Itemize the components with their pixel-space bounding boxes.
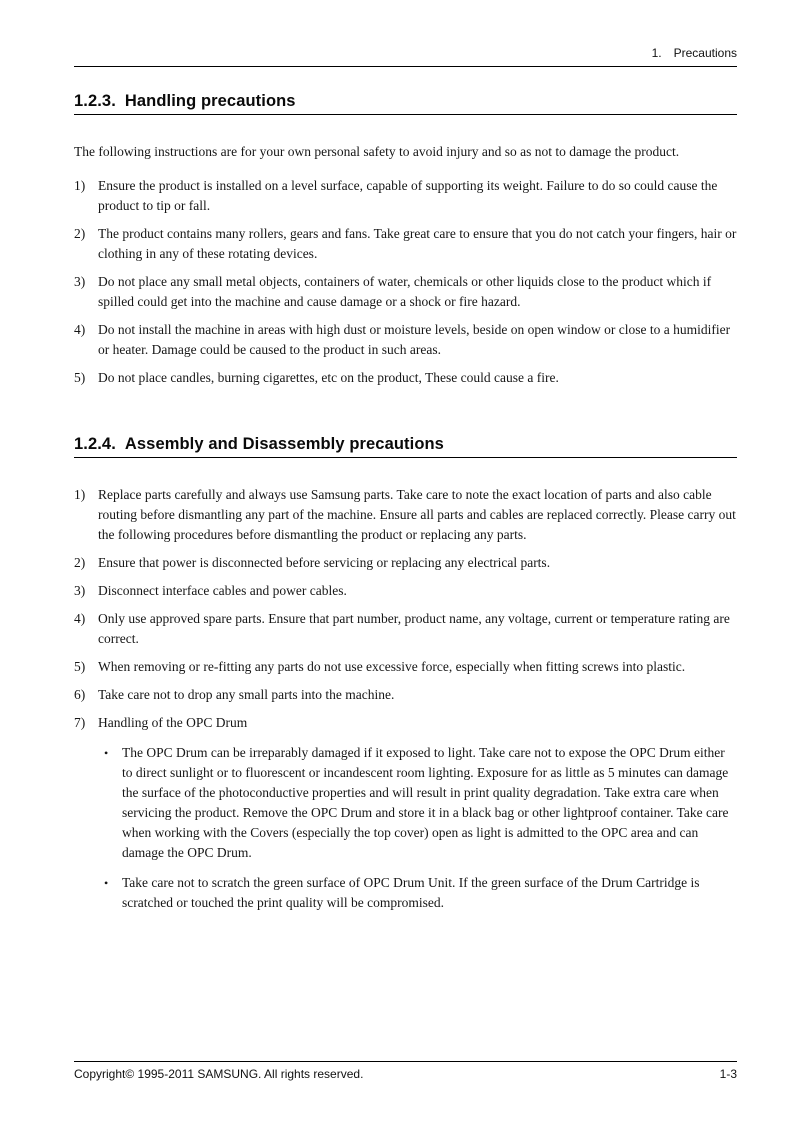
list-item-text: Disconnect interface cables and power cables. — [98, 583, 347, 598]
list-item-number: 1) — [74, 178, 86, 193]
list-item — [74, 224, 737, 264]
list-item-number: 2) — [74, 555, 86, 570]
list-item-body — [98, 176, 737, 216]
list-item-body — [98, 485, 737, 545]
list-item-number: 5) — [74, 370, 86, 385]
footer-copyright: Copyright© 1995-2011 SAMSUNG. All rights reserved. — [74, 1067, 364, 1081]
list-item-text: Handling of the OPC Drum — [98, 715, 248, 730]
list-item-text: Do not place any small metal objects, containers of water, chemicals or other liquids close to the product which if spilled could get into the machine and cause damage or a shock or fire hazard. — [98, 274, 712, 309]
section-heading-1 — [74, 91, 737, 115]
list-item-body — [98, 657, 737, 677]
list-item-number: 4) — [74, 322, 86, 337]
list-item-text: Ensure the product is installed on a level surface, capable of supporting its weight. Failure to do so could cause the product to tip or fall. — [98, 178, 718, 213]
list-item-body — [98, 553, 737, 573]
list-item-number: 3) — [74, 274, 86, 289]
list-item-body — [98, 224, 737, 264]
list-item-body — [98, 685, 737, 705]
bullet-list — [98, 743, 737, 913]
list-item-text: Replace parts carefully and always use Samsung parts. Take care to note the exact location of parts and also cable routing before dismantling any part of the machine. Ensure all parts and cables are replaced correctly. Please carry out the following procedures before dismantling the product or replacing any parts. — [98, 487, 736, 542]
bullet-item — [104, 873, 737, 913]
list-item-text: When removing or re-fitting any parts do not use excessive force, especially when fitting screws into plastic. — [98, 659, 686, 674]
section-handling-precautions — [74, 91, 737, 388]
list-item — [74, 485, 737, 545]
list-item — [74, 713, 737, 913]
list-item-text: Take care not to drop any small parts into the machine. — [98, 687, 395, 702]
list-item-body — [98, 581, 737, 601]
list-item-body — [98, 713, 737, 913]
list-item — [74, 685, 737, 705]
header-chapter-title: Precautions — [673, 46, 737, 60]
header-chapter-number: 1. — [651, 46, 662, 60]
list-item — [74, 657, 737, 677]
page-content — [0, 46, 793, 913]
section-1-intro: The following instructions are for your own personal safety to avoid injury and so as not to damage the product. — [74, 144, 680, 159]
list-item — [74, 272, 737, 312]
bullet-text: Take care not to scratch the green surface of OPC Drum Unit. If the green surface of the Drum Cartridge is scratched or touched the print quality will be compromised. — [122, 875, 700, 910]
list-item — [74, 581, 737, 601]
list-item-number: 2) — [74, 226, 86, 241]
list-item-body — [98, 272, 737, 312]
bullet-text: The OPC Drum can be irreparably damaged if it exposed to light. Take care not to expose the OPC Drum either to direct sunlight or to fluorescent or incandescent room lighting. Exposure for as little as 5 minutes can damage the surface of the photoconductive properties and will result in print quality degradation. Take extra care when servicing the product. Remove the OPC Drum and store it in a black bag or other lightproof container. Take care when working with the Covers (especially the top cover) open as light is admitted to the OPC area and can damage the OPC Drum. — [122, 745, 729, 860]
section-1-title: Handling precautions — [124, 92, 296, 110]
list-item-number: 7) — [74, 715, 86, 730]
list-item-text: The product contains many rollers, gears and fans. Take great care to ensure that you do not catch your fingers, hair or clothing in any of these rotating devices. — [98, 226, 737, 261]
list-item-text: Do not place candles, burning cigarettes, etc on the product, These could cause a fire. — [98, 370, 559, 385]
footer-page-number: 1-3 — [719, 1067, 737, 1081]
bullet-item — [104, 743, 737, 863]
list-item — [74, 609, 737, 649]
numbered-list-1 — [74, 176, 737, 388]
list-item-body — [98, 368, 737, 388]
bullet-dot-icon: • — [104, 876, 109, 890]
list-item-number: 6) — [74, 687, 86, 702]
list-item-number: 4) — [74, 611, 86, 626]
section-2-number: 1.2.4. — [74, 435, 116, 453]
page-footer — [74, 1061, 737, 1082]
section-heading-2 — [74, 434, 737, 458]
list-item-number: 5) — [74, 659, 86, 674]
list-item-body — [98, 609, 737, 649]
list-item-text: Ensure that power is disconnected before servicing or replacing any electrical parts. — [98, 555, 551, 570]
page-header — [74, 46, 737, 67]
list-item-text: Only use approved spare parts. Ensure that part number, product name, any voltage, current or temperature rating are correct. — [98, 611, 730, 646]
list-item-number: 1) — [74, 487, 86, 502]
bullet-dot-icon: • — [104, 746, 109, 760]
section-assembly-disassembly-precautions — [74, 434, 737, 913]
list-item — [74, 368, 737, 388]
section-1-number: 1.2.3. — [74, 92, 116, 110]
section-2-title: Assembly and Disassembly precautions — [124, 435, 444, 453]
list-item-body — [98, 320, 737, 360]
list-item-text: Do not install the machine in areas with high dust or moisture levels, beside on open window or close to a humidifier or heater. Damage could be caused to the product in such areas. — [98, 322, 731, 357]
numbered-list-2 — [74, 485, 737, 913]
list-item — [74, 176, 737, 216]
list-item — [74, 553, 737, 573]
list-item — [74, 320, 737, 360]
list-item-number: 3) — [74, 583, 86, 598]
